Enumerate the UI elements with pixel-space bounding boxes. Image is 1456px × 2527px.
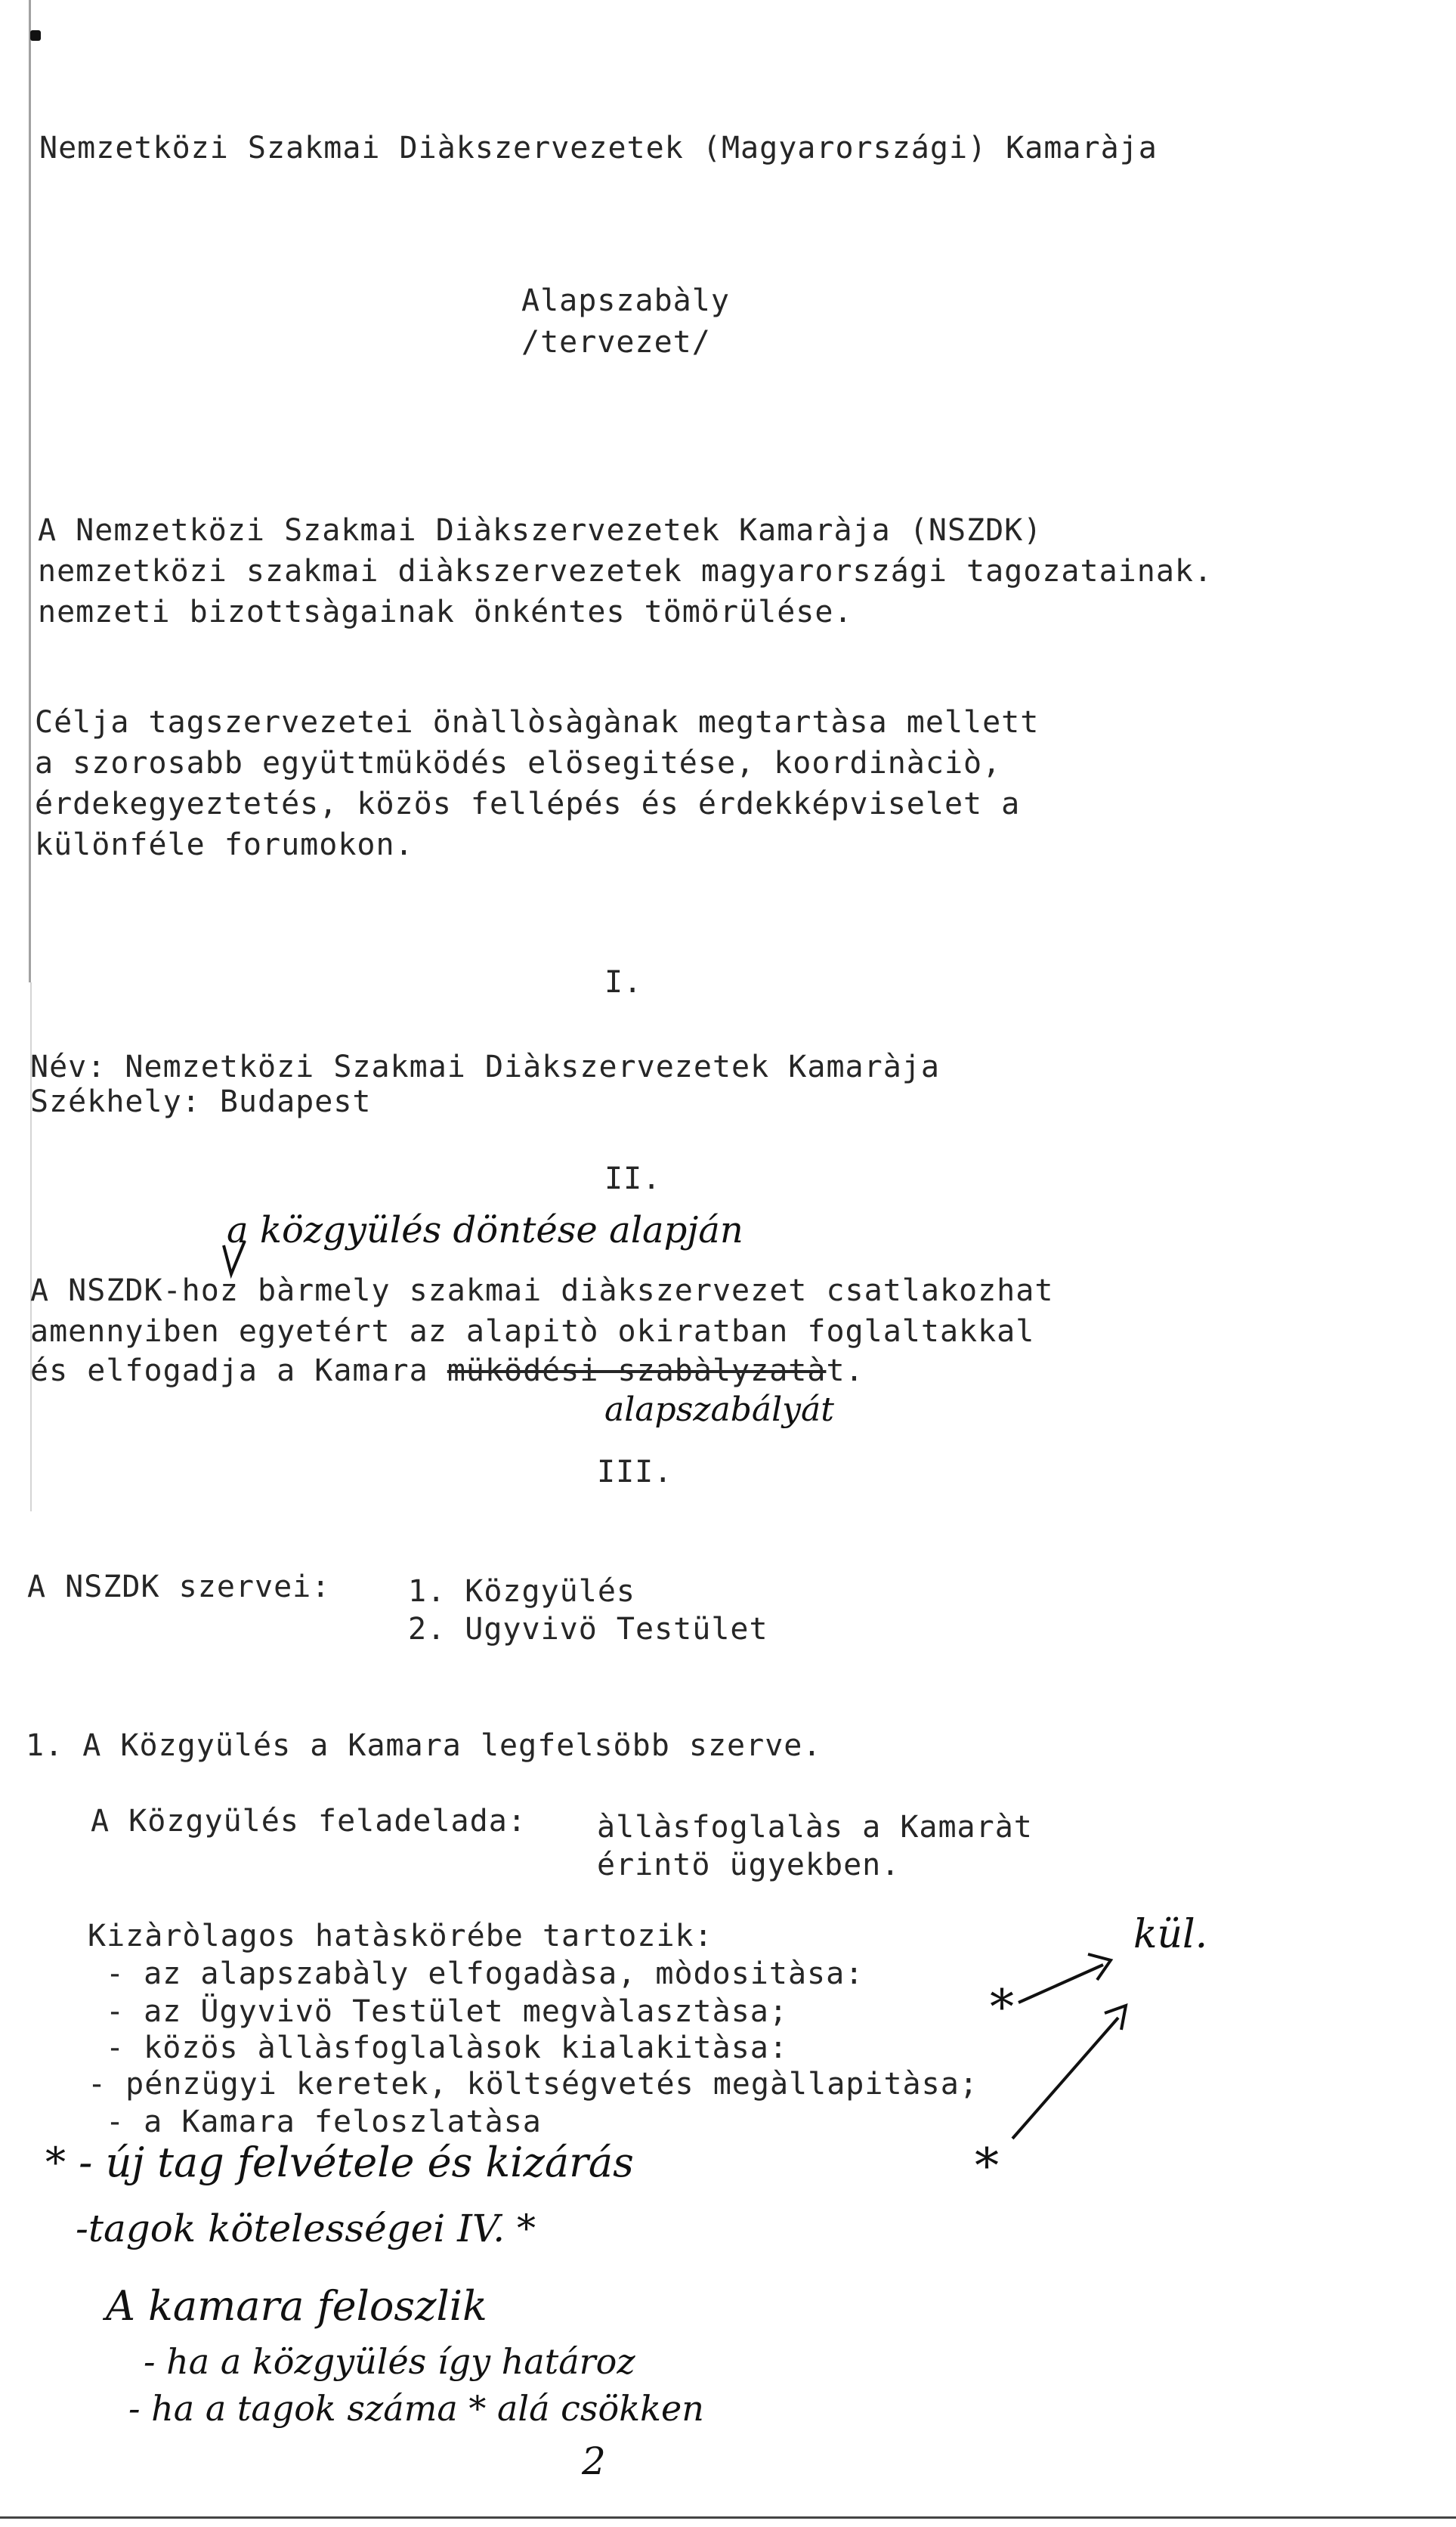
handwritten-member-duties: -tagok kötelességei IV. * (76, 2207, 536, 2250)
scan-bottom-rule (0, 2516, 1456, 2519)
handwritten-margin-note: kül. (1133, 1912, 1208, 1957)
section-2-numeral: II. (604, 1161, 662, 1196)
organ-item: 2. Ugyvivö Testület (408, 1612, 768, 1647)
section-1-seat-line: Székhely: Budapest (30, 1084, 372, 1119)
handwritten-correction: alapszabályát (604, 1390, 834, 1429)
exclusive-power-item: - közös àllàsfoglalàsok kialakitàsa: (106, 2031, 788, 2065)
section-2-line-2: amennyiben egyetért az alapitò okiratban foglaltakkal (30, 1314, 1035, 1349)
assembly-title: 1. A Közgyülés a Kamara legfelsöbb szerve. (26, 1728, 822, 1763)
line-3-end: t. (826, 1353, 864, 1388)
line-3-start: és elfogadja a Kamara (30, 1353, 447, 1388)
insertion-caret-icon (221, 1239, 251, 1285)
document-subtitle: /tervezet/ (521, 325, 711, 360)
handwritten-new-item: * - új tag felvétele és kizárás (45, 2139, 634, 2186)
intro-p2-line: a szorosabb együttmüködés elösegitése, koordinàciò, (35, 746, 1002, 781)
section-3-numeral: III. (597, 1455, 673, 1489)
intro-p1-line: A Nemzetközi Szakmai Diàkszervezetek Kamaràja (NSZDK) (38, 513, 1043, 548)
intro-p2-line: különféle forumokon. (35, 827, 414, 862)
exclusive-power-item: - a Kamara feloszlatàsa (106, 2105, 542, 2139)
section-2-line-1: A NSZDK-hoz bàrmely szakmai diàkszervezet csatlakozhat (30, 1273, 1054, 1308)
section-1-numeral: I. (604, 965, 643, 1000)
assembly-task-line: érintö ügyekben. (597, 1848, 901, 1882)
organs-label: A NSZDK szervei: (27, 1570, 331, 1604)
handwritten-dissolution-number: 2 (582, 2439, 606, 2483)
exclusive-powers-label: Kizàròlagos hatàskörébe tartozik: (88, 1919, 713, 1953)
exclusive-power-item: - pénzügyi keretek, költségvetés megàllapitàsa; (88, 2067, 978, 2102)
exclusive-power-item: - az Ügyvivö Testület megvàlasztàsa; (106, 1994, 788, 2029)
assembly-task-label: A Közgyülés feladelada: (91, 1804, 527, 1839)
intro-p1-line: nemzeti bizottsàgainak önkéntes tömörülése. (38, 595, 853, 629)
section-2-line-3 (30, 1350, 864, 1392)
handwritten-insert: a közgyülés döntése alapján (227, 1209, 743, 1251)
handwritten-dissolution-item: - ha a tagok száma * alá csökken (128, 2388, 704, 2429)
scan-edge-line (29, 0, 31, 982)
scan-corner-mark (30, 30, 41, 41)
intro-p2-line: érdekegyeztetés, közös fellépés és érdekképviselet a (35, 787, 1021, 821)
handwritten-star: * (975, 2139, 999, 2194)
handwritten-star: * (990, 1980, 1014, 2036)
intro-p2-line: Célja tagszervezetei önàllòsàgànak megtartàsa mellett (35, 705, 1040, 740)
struck-text: müködési szabàlyzatà (447, 1353, 827, 1388)
handwritten-dissolution-item: - ha a közgyülés így határoz (144, 2341, 635, 2382)
intro-p1-line: nemzetközi szakmai diàkszervezetek magyarországi tagozatainak. (38, 554, 1213, 589)
organ-item: 1. Közgyülés (408, 1574, 635, 1609)
exclusive-power-item: - az alapszabàly elfogadàsa, mòdositàsa: (106, 1956, 864, 1991)
document-title: Alapszabàly (521, 283, 730, 318)
handwritten-dissolution-title: A kamara feloszlik (106, 2282, 487, 2330)
assembly-task-line: àllàsfoglalàs a Kamaràt (597, 1810, 1033, 1845)
section-1-name-line: Név: Nemzetközi Szakmai Diàkszervezetek Kamaràja (30, 1050, 940, 1084)
chamber-name-header: Nemzetközi Szakmai Diàkszervezetek (Magyarországi) Kamaràja (39, 131, 1158, 165)
